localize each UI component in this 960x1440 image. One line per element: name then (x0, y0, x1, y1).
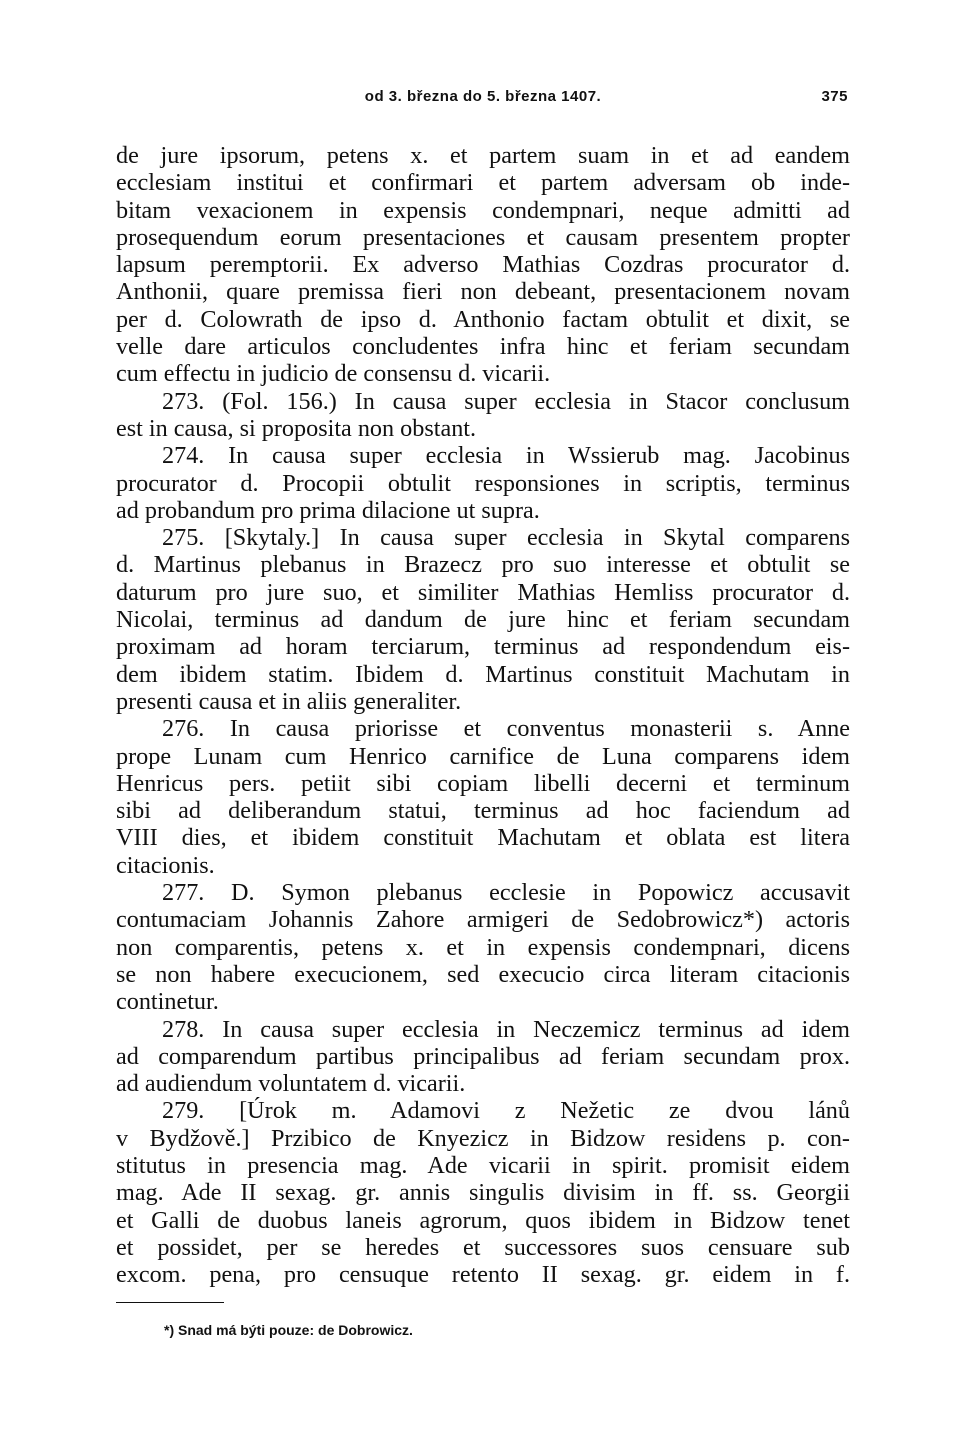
text-line: sibi ad deliberandum statui, terminus ad hoc faciendum ad (116, 797, 850, 825)
text-line: Henricus pers. petiit sibi copiam libelli decerni et terminum (116, 769, 850, 797)
text-line: cum effectu in judicio de consensu d. vicarii. (116, 360, 551, 388)
footnote: *) Snad má býti pouze: de Dobrowicz. (164, 1322, 413, 1338)
entry-276-line: 276. In causa priorisse et conventus monasterii s. Anne (162, 715, 850, 743)
entry-275-line: 275. [Skytaly.] In causa super ecclesia in Skytal comparens (162, 524, 850, 552)
text-line: contumaciam Johannis Zahore armigeri de Sedobrowicz*) actoris (116, 906, 850, 934)
text-line: daturum pro jure suo, et similiter Mathias Hemliss procurator d. (116, 578, 850, 606)
text-line: prosequendum eorum presentaciones et causam presentem propter (116, 223, 850, 251)
text-line: stitutus in presencia mag. Ade vicarii in spirit. promisit eidem (116, 1151, 850, 1179)
running-header (118, 88, 848, 112)
text-line: presenti causa et in aliis generaliter. (116, 687, 462, 715)
entry-277-line: 277. D. Symon plebanus ecclesie in Popowicz accusavit (162, 879, 850, 907)
body-text (116, 142, 850, 1288)
entry-274-line: 274. In causa super ecclesia in Wssierub mag. Jacobinus (162, 442, 850, 470)
text-line: Nicolai, terminus ad dandum de jure hinc et feriam secundam (116, 606, 850, 634)
footnote-divider (116, 1302, 224, 1303)
text-line: citacionis. (116, 851, 215, 879)
header-title: od 3. března do 5. března 1407. (364, 88, 602, 105)
text-line: per d. Colowrath de ipso d. Anthonio factam obtulit et dixit, se (116, 305, 850, 333)
text-line: se non habere execucionem, sed execucio circa literam citacionis (116, 960, 850, 988)
entry-279-line: 279. [Úrok m. Adamovi z Nežetic ze dvou lánů (162, 1097, 850, 1125)
page-number: 375 (821, 88, 848, 105)
text-line: ad comparendum partibus principalibus ad feriam secundam prox. (116, 1042, 850, 1070)
entry-278-line: 278. In causa super ecclesia in Neczemicz terminus ad idem (162, 1015, 850, 1043)
text-line: dem ibidem statim. Ibidem d. Martinus constituit Machutam in (116, 660, 850, 688)
text-line: d. Martinus plebanus in Brazecz pro suo interesse et obtulit se (116, 551, 850, 579)
text-line: ad audiendum voluntatem d. vicarii. (116, 1070, 466, 1098)
text-line: de jure ipsorum, petens x. et partem suam in et ad eandem (116, 142, 850, 169)
text-line: lapsum peremptorii. Ex adverso Mathias Cozdras procurator d. (116, 251, 850, 279)
text-line: procurator d. Procopii obtulit responsiones in scriptis, terminus (116, 469, 850, 497)
text-line: ecclesiam institui et confirmari et partem adversam ob inde- (116, 169, 850, 197)
text-line: Anthonii, quare premissa fieri non debeant, presentacionem novam (116, 278, 850, 306)
text-line: bitam vexacionem in expensis condempnari, neque admitti ad (116, 196, 850, 224)
text-line: non comparentis, petens x. et in expensis condempnari, dicens (116, 933, 850, 961)
text-line: proximam ad horam terciarum, terminus ad respondendum eis- (116, 633, 850, 661)
text-line: v Bydžově.] Przibico de Knyezicz in Bidzow residens p. con- (116, 1124, 850, 1152)
text-line: excom. pena, pro censuque retento II sexag. gr. eidem in f. (116, 1261, 850, 1289)
text-line: est in causa, si proposita non obstant. (116, 414, 477, 442)
text-line: prope Lunam cum Henrico carnifice de Luna comparens idem (116, 742, 850, 770)
text-line: VIII dies, et ibidem constituit Machutam et oblata est litera (116, 824, 850, 852)
text-line: ad probandum pro prima dilacione ut supra. (116, 496, 540, 524)
entry-273-line: 273. (Fol. 156.) In causa super ecclesia in Stacor conclusum (162, 387, 850, 415)
text-line: et possidet, per se heredes et successores suos censuare sub (116, 1233, 850, 1261)
text-line: et Galli de duobus laneis agrorum, quos ibidem in Bidzow tenet (116, 1206, 850, 1234)
text-line: velle dare articulos concludentes infra hinc et feriam secundam (116, 333, 850, 361)
text-line: mag. Ade II sexag. gr. annis singulis divisim in ff. ss. Georgii (116, 1179, 850, 1207)
text-line: continetur. (116, 988, 219, 1016)
